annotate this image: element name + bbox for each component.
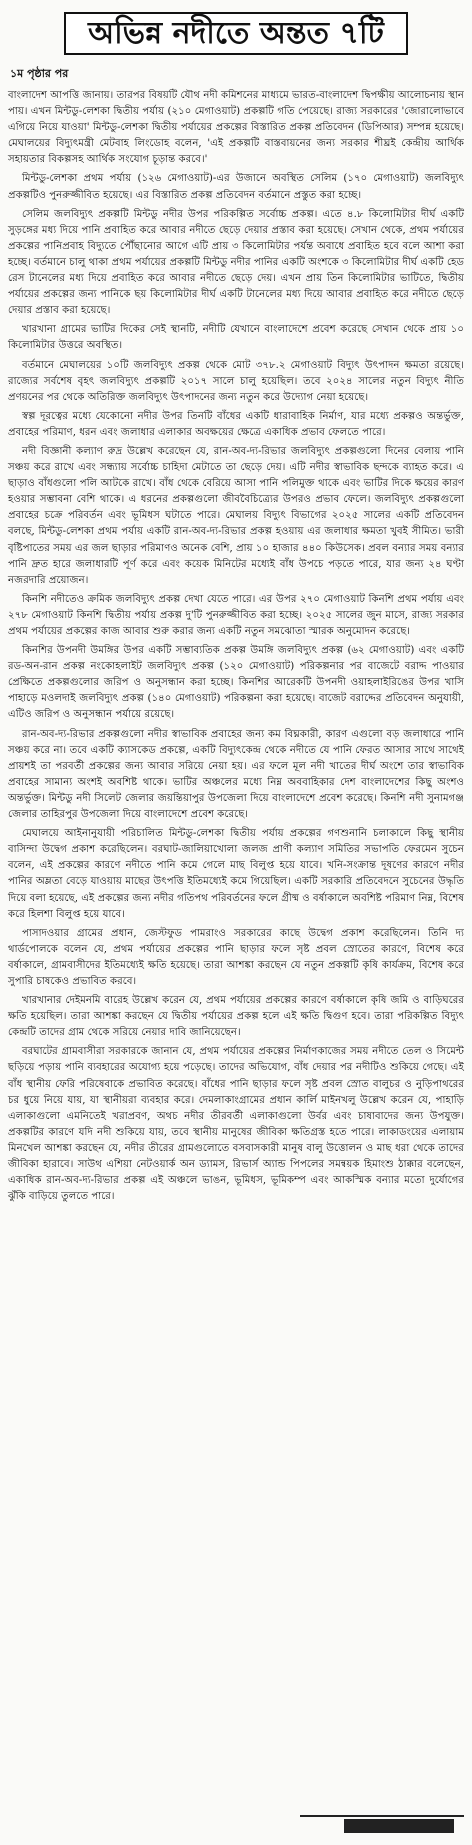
footer-rule xyxy=(300,1815,464,1839)
continued-from-label: ১ম পৃষ্ঠার পর xyxy=(10,67,69,80)
paragraph: পাসাদওয়ার গ্রামের প্রধান, জেস্টফুড পামরাংও সরকারের কাছে উদ্বেগ প্রকাশ করেছিলেন। তিনি দ্য থার্ডপোলকে বলেন যে, প্রথম পর্যায়ের প্রকল্পের পানি ছাড়ার ফলে সৃষ্ট প্রবল স্রোতের কারণে, বিশেষ করে বর্ষাকালে, গ্রামবাসীদের ইতিমধ্যেই ক্ষতি হয়েছে। তারা আশঙ্কা করছেন যে নতুন প্রকল্পটি কৃষি কার্যক্রম, বিশেষ করে সুপারি চাষকেও প্রভাবিত করবে। xyxy=(8,927,464,987)
headline-container xyxy=(8,12,464,55)
paragraph: বাংলাদেশ আপত্তি জানায়। তারপর বিষয়টি যৌথ নদী কমিশনের মাধ্যমে ভারত-বাংলাদেশ দ্বিপক্ষীয় আলোচনায় স্থান পায়। এখন মিন্টডু-লেশকা দ্বিতীয় পর্যায় (২১০ মেগাওয়াট) প্রকল্পটি গতি পেয়েছে। রাজ্য সরকারের 'জোরালোভাবে এগিয়ে নিয়ে যাওয়া' মিন্টডু-লেশকা দ্বিতীয় পর্যায়ের প্রকল্পের বিস্তারিত প্রকল্প প্রতিবেদন (ডিপিআর) সম্পন্ন হয়েছে। মেঘালয়ের বিদ্যুৎমন্ত্রী মেটবাহ লিংডোহ বলেন, 'এই প্রকল্পটি বাস্তবায়নের জন্য সরকার শীঘ্রই কেন্দ্রীয় আর্থিক সহায়তার বিকল্পসহ আর্থিক সংযোগ চূড়ান্ত করবে।' xyxy=(8,90,464,166)
paragraph: বরঘাটের গ্রামবাসীরা সরকারকে জানান যে, প্রথম পর্যায়ের প্রকল্পের নির্মাণকাজের সময় নদীতে তেল ও সিমেন্ট ছড়িয়ে পড়ায় পানি ব্যবহারের অযোগ্য হয়ে পড়েছে। তাদের অভিযোগ, বাঁধ দেয়ার পর নদীটিও শুকিয়ে গেছে। এই বাঁধ স্থানীয় ফেরি পরিষেবাকে প্রভাবিত করেছে। বাঁধের পানি ছাড়ার ফলে সৃষ্ট প্রবল স্রোত বালুচর ও নুড়িপাথরের চর ধুয়ে নিয়ে যায়, যা স্থানীয়রা ব্যবহার করে। দেমলাকাংগ্রামের প্রধান কার্লি মাইনখলু উল্লেখ করেন যে, পাহাড়ি এলাকাগুলো এমনিতেই খরাপ্রবণ, অথচ নদীর তীরবর্তী এলাকাগুলো উর্বর এবং চাষাবাদের জন্য উপযুক্ত। প্রকল্পটির কারণে যদি নদী শুকিয়ে যায়, তবে স্থানীয় মানুষের জীবিকা ক্ষতিগ্রস্ত হতে পারে। লাকাডংয়ের এলায়াম মিনখেল আশঙ্কা করছেন যে, নদীর তীরের গ্রামগুলোতে বসবাসকারী মানুষ বালু উত্তোলন ও মাছ ধরা থেকে তাদের জীবিকা হারাবে। সাউথ এশিয়া নেটওয়ার্ক অন ড্যামস, রিভার্স অ্যান্ড পিপলের সমন্বয়ক হিমাংশু ঠাক্কার বলেছেন, একাধিক রান-অব-দ্য-রিভার প্রকল্প এই অঞ্চলে ভাঙন, ভূমিধস, ভূমিকম্প এবং আকস্মিক বন্যার মতো দুর্যোগের ঝুঁকি বাড়িয়ে তুলতে পারে। xyxy=(8,1046,464,1203)
paragraph: স্বল্প দূরত্বের মধ্যে যেকোনো নদীর উপর তিনটি বাঁধের একটি ধারাবাহিক নির্মাণ, যার মধ্যে প্রকল্পও অন্তর্ভুক্ত, প্রবাহের পরিমাণ, ধরন এবং জলাধার এলাকার অবক্ষয়ের ক্ষেত্রে একাধিক প্রভাব ফেলতে পারে। xyxy=(8,410,464,438)
paragraph: কিনশি নদীতেও ক্রমিক জলবিদ্যুৎ প্রকল্প দেখা যেতে পারে। এর উপর ২৭০ মেগাওয়াট কিনশি প্রথম পর্যায় এবং ২৭৮ মেগাওয়াট কিনশি দ্বিতীয় পর্যায় প্রকল্প দু'টি পুনরুজ্জীবিত করা হচ্ছে। ২০২৫ সালের জুন মাসে, রাজ্য সরকার প্রথম পর্যায়ের প্রকল্পের কাজ আবার শুরু করার জন্য একটি নতুন সমঝোতা স্মারক অনুমোদন করেছে। xyxy=(8,593,464,637)
paragraph: বর্তমানে মেঘালয়ের ১০টি জলবিদ্যুৎ প্রকল্প থেকে মোট ৩৭৮.২ মেগাওয়াট বিদ্যুৎ উৎপাদন ক্ষমতা রয়েছে। রাজ্যের সর্বশেষ বৃহৎ জলবিদ্যুৎ প্রকল্পটি ২০১৭ সালে চালু হয়েছিল। তবে ২০২৪ সালের নতুন বিদ্যুৎ নীতি প্রণয়নের পর থেকে অতিরিক্ত জলবিদ্যুৎ উৎপাদনের জন্য নতুন করে উদ্যোগ নেয়া হয়েছে। xyxy=(8,359,464,403)
article-body xyxy=(8,88,464,1205)
paragraph: খারখানা গ্রামের ভাটির দিকের সেই স্থানটি, নদীটি যেখানে বাংলাদেশে প্রবেশ করেছে সেখান থেকে প্রায় ১০ কিলোমিটার উত্তরে অবস্থিত। xyxy=(8,324,464,352)
headline: অভিন্ন নদীতে অন্তত ৭টি xyxy=(64,12,408,55)
paragraph: রান-অব-দ্য-রিভার প্রকল্পগুলো নদীর স্বাভাবিক প্রবাহের জন্য কম বিঘ্নকারী, কারণ এগুলো বড় জলাধারে পানি সঞ্চয় করে না। তবে একটি ক্যাসকেড প্রকল্পে, একটি বিদ্যুৎকেন্দ্র থেকে নদীতে যে পানি ফেরত আসার সাথে সাথেই প্রায়শই তা পরবর্তী প্রকল্পের জন্য আবার সরিয়ে নেয়া হয়। এর ফলে মূল নদী খাতের দীর্ঘ অংশে তার স্বাভাবিক প্রবাহের সামান্য অংশই অবশিষ্ট থাকে। ভাটির অঞ্চলের মধ্যে নিম্ন অববাহিকার দেশ বাংলাদেশের কিছু অংশও অন্তর্ভুক্ত। মিন্টডু নদী সিলেট জেলার জয়ন্তিয়াপুর উপজেলা দিয়ে বাংলাদেশে প্রবেশ করেছে। কিনশি নদী সুনামগঞ্জ জেলার তাহিরপুর উপজেলা দিয়ে বাংলাদেশে প্রবেশ করেছে। xyxy=(8,728,464,821)
paragraph: কিনশির উপনদী উমঙ্গির উপর একটি সম্ভাব্যতিক প্রকল্প উমঙ্গি জলবিদ্যুৎ প্রকল্প (৬২ মেগাওয়াট) এবং একটি রড-অন-রান প্রকল্প নংকোহলাইট জলবিদ্যুৎ প্রকল্প (১২০ মেগাওয়াট) পরিকল্পনার পর বাজেটে বরাদ্দ পাওয়ার প্রেক্ষিতে প্রকল্পগুলোর জরিপ ও অনুসন্ধান করা হচ্ছে। কিনশির আরেকটি উপনদী ওয়াহলাইরিঙের উপর খাসি পাহাড়ে মওলদাই জলবিদ্যুৎ প্রকল্প (১৪০ মেগাওয়াট) পরিকল্পনা করা হয়েছে। বাজেট বরাদ্দের প্রতিবেদন অনুযায়ী, এটিও জরিপ ও অনুসন্ধান পর্যায়ে রয়েছে। xyxy=(8,645,464,721)
paragraph: নদী বিজ্ঞানী কল্যাণ রুদ্র উল্লেখ করেছেন যে, রান-অব-দ্য-রিভার জলবিদ্যুৎ প্রকল্পগুলো দিনের বেলায় পানি সঞ্চয় করে রাখে এবং সন্ধ্যায় সর্বোচ্চ চাহিদা মেটাতে তা ছেড়ে দেয়। এটি নদীর স্বাভাবিক ছন্দকে ব্যাহত করে। এ ছাড়াও বাঁধগুলো পলি আটকে রাখে। বাঁধ থেকে বেরিয়ে আসা পানি পলিমুক্ত থাকে এবং ভাটির দিকে ক্ষয়ের কারণ হওয়ার সম্ভাবনা বেশি থাকে। এ ধরনের প্রকল্পগুলো জীববৈচিত্র্যের উপরও প্রভাব ফেলে। জলবিদ্যুৎ প্রকল্পগুলো প্রবাহের চক্রে পরিবর্তন এবং ভূমিধস ঘটাতে পারে। মেঘালয় বিদ্যুৎ বিভাগের ২০২৫ সালের একটি প্রতিবেদন বলছে, মিন্টডু-লেশকা প্রথম পর্যায় একটি রান-অব-দ্য-রিভার প্রকল্প হওয়ায় এর জলাধার ক্ষমতা খুবই সীমিত। ভারী বৃষ্টিপাতের সময় এর জল ছাড়ার পরিমাণও অনেক বেশি, প্রায় ১০ হাজার ৪৪০ কিউসেক। প্রবল বন্যার সময় বন্যার পানি দ্রুত হারে জলাধারটি পূর্ণ করে এবং কয়েক মিনিটের মধ্যেই বাঁধ উপচে পড়তে পারে, যার জন্য ২৪ ঘণ্টা নজরদারি প্রয়োজন। xyxy=(8,445,464,586)
paragraph: সেলিম জলবিদ্যুৎ প্রকল্পটি মিন্টডু নদীর উপর পরিকল্পিত সর্বোচ্চ প্রকল্প। এতে ৪.৮ কিলোমিটার দীর্ঘ একটি সুড়ঙ্গের মধ্য দিয়ে পানি প্রবাহিত করে আবার নদীতে ছেড়ে দেয়ার প্রস্তাব করা হয়েছে। সেখান থেকে, প্রথম পর্যায়ের প্রকল্পের পানিপ্রবাহ বিদ্যুতে পৌঁছানোর আগে এটি প্রায় ৩ কিলোমিটার পর্যন্ত অবাধে প্রবাহিত হবে বলে আশা করা হচ্ছে। বর্তমানে চালু থাকা প্রথম পর্যায়ের প্রকল্পটি মিন্টডু নদীর পানির একটি অংশকে ৩ কিলোমিটার দীর্ঘ একটি হেড রেস টানেলের মধ্য দিয়ে প্রবাহিত করে আবার নদীতে ছেড়ে দেয়। এখন প্রায় তিন কিলোমিটার ভাটিতে, দ্বিতীয় পর্যায়ের প্রকল্পের জন্য পানিকে ছয় কিলোমিটার দীর্ঘ একটি টানেলের মধ্য দিয়ে আবার প্রবাহিত করে নদীতে ছেড়ে দেয়ার প্রস্তাব করা হয়েছে। xyxy=(8,208,464,317)
paragraph: মিন্টডু-লেশকা প্রথম পর্যায় (১২৬ মেগাওয়াট)-এর উজানে অবস্থিত সেলিম (১৭০ মেগাওয়াট) জলবিদ্যুৎ প্রকল্পটিও পুনরুজ্জীবিত হয়েছে। এর বিস্তারিত প্রকল্প প্রতিবেদন বর্তমানে প্রস্তুত করা হচ্ছে। xyxy=(8,173,464,201)
paragraph: খারখানার দেইমনমি বারেহ উল্লেখ করেন যে, প্রথম পর্যায়ের প্রকল্পের কারণে বর্ষাকালে কৃষি জমি ও বাড়িঘরের ক্ষতি হয়েছিল। তারা আশঙ্কা করছেন যে দ্বিতীয় পর্যায়ের প্রকল্প হলে এই ক্ষতি দ্বিগুণ হবে। তারা পরিকল্পিত বিদ্যুৎ কেন্দ্রটি তাদের গ্রাম থেকে সরিয়ে নেয়ার দাবি জানিয়েছেন। xyxy=(8,995,464,1039)
paragraph: মেঘালয়ে আইনানুযায়ী পরিচালিত মিন্টডু-লেশকা দ্বিতীয় পর্যায় প্রকল্পের গণশুনানি চলাকালে কিছু স্থানীয় বাসিন্দা উদ্বেগ প্রকাশ করেছিলেন। বরঘাট-জালিয়াখোলা জলজ প্রাণী কল্যাণ সমিতির সভাপতি ফেরমেন সুচেন বলেন, এই প্রকল্পের কারণে নদীতে পানি কমে গেলে মাছ বিলুপ্ত হয়ে যাবে। খনি-সংক্রান্ত দূষণের কারণে নদীর পানির অম্লতা বেড়ে যাওয়ায় মাছের উৎপত্তি ইতিমধ্যেই কমে গিয়েছিল। একটি সরকারি প্রতিবেদনে সুচেনের উদ্ধৃতি দিয়ে বলা হয়েছে, এই প্রকল্পের জন্য নদীর গতিপথ পরিবর্তনের ফলে গ্রীষ্ম ও বর্ষাকালে অবশিষ্ট পরিমাণ নিম্ন, বিশেষ করে হিলশা বিলুপ্ত হয়ে যাবে। xyxy=(8,828,464,920)
footer-bar xyxy=(344,1819,454,1833)
